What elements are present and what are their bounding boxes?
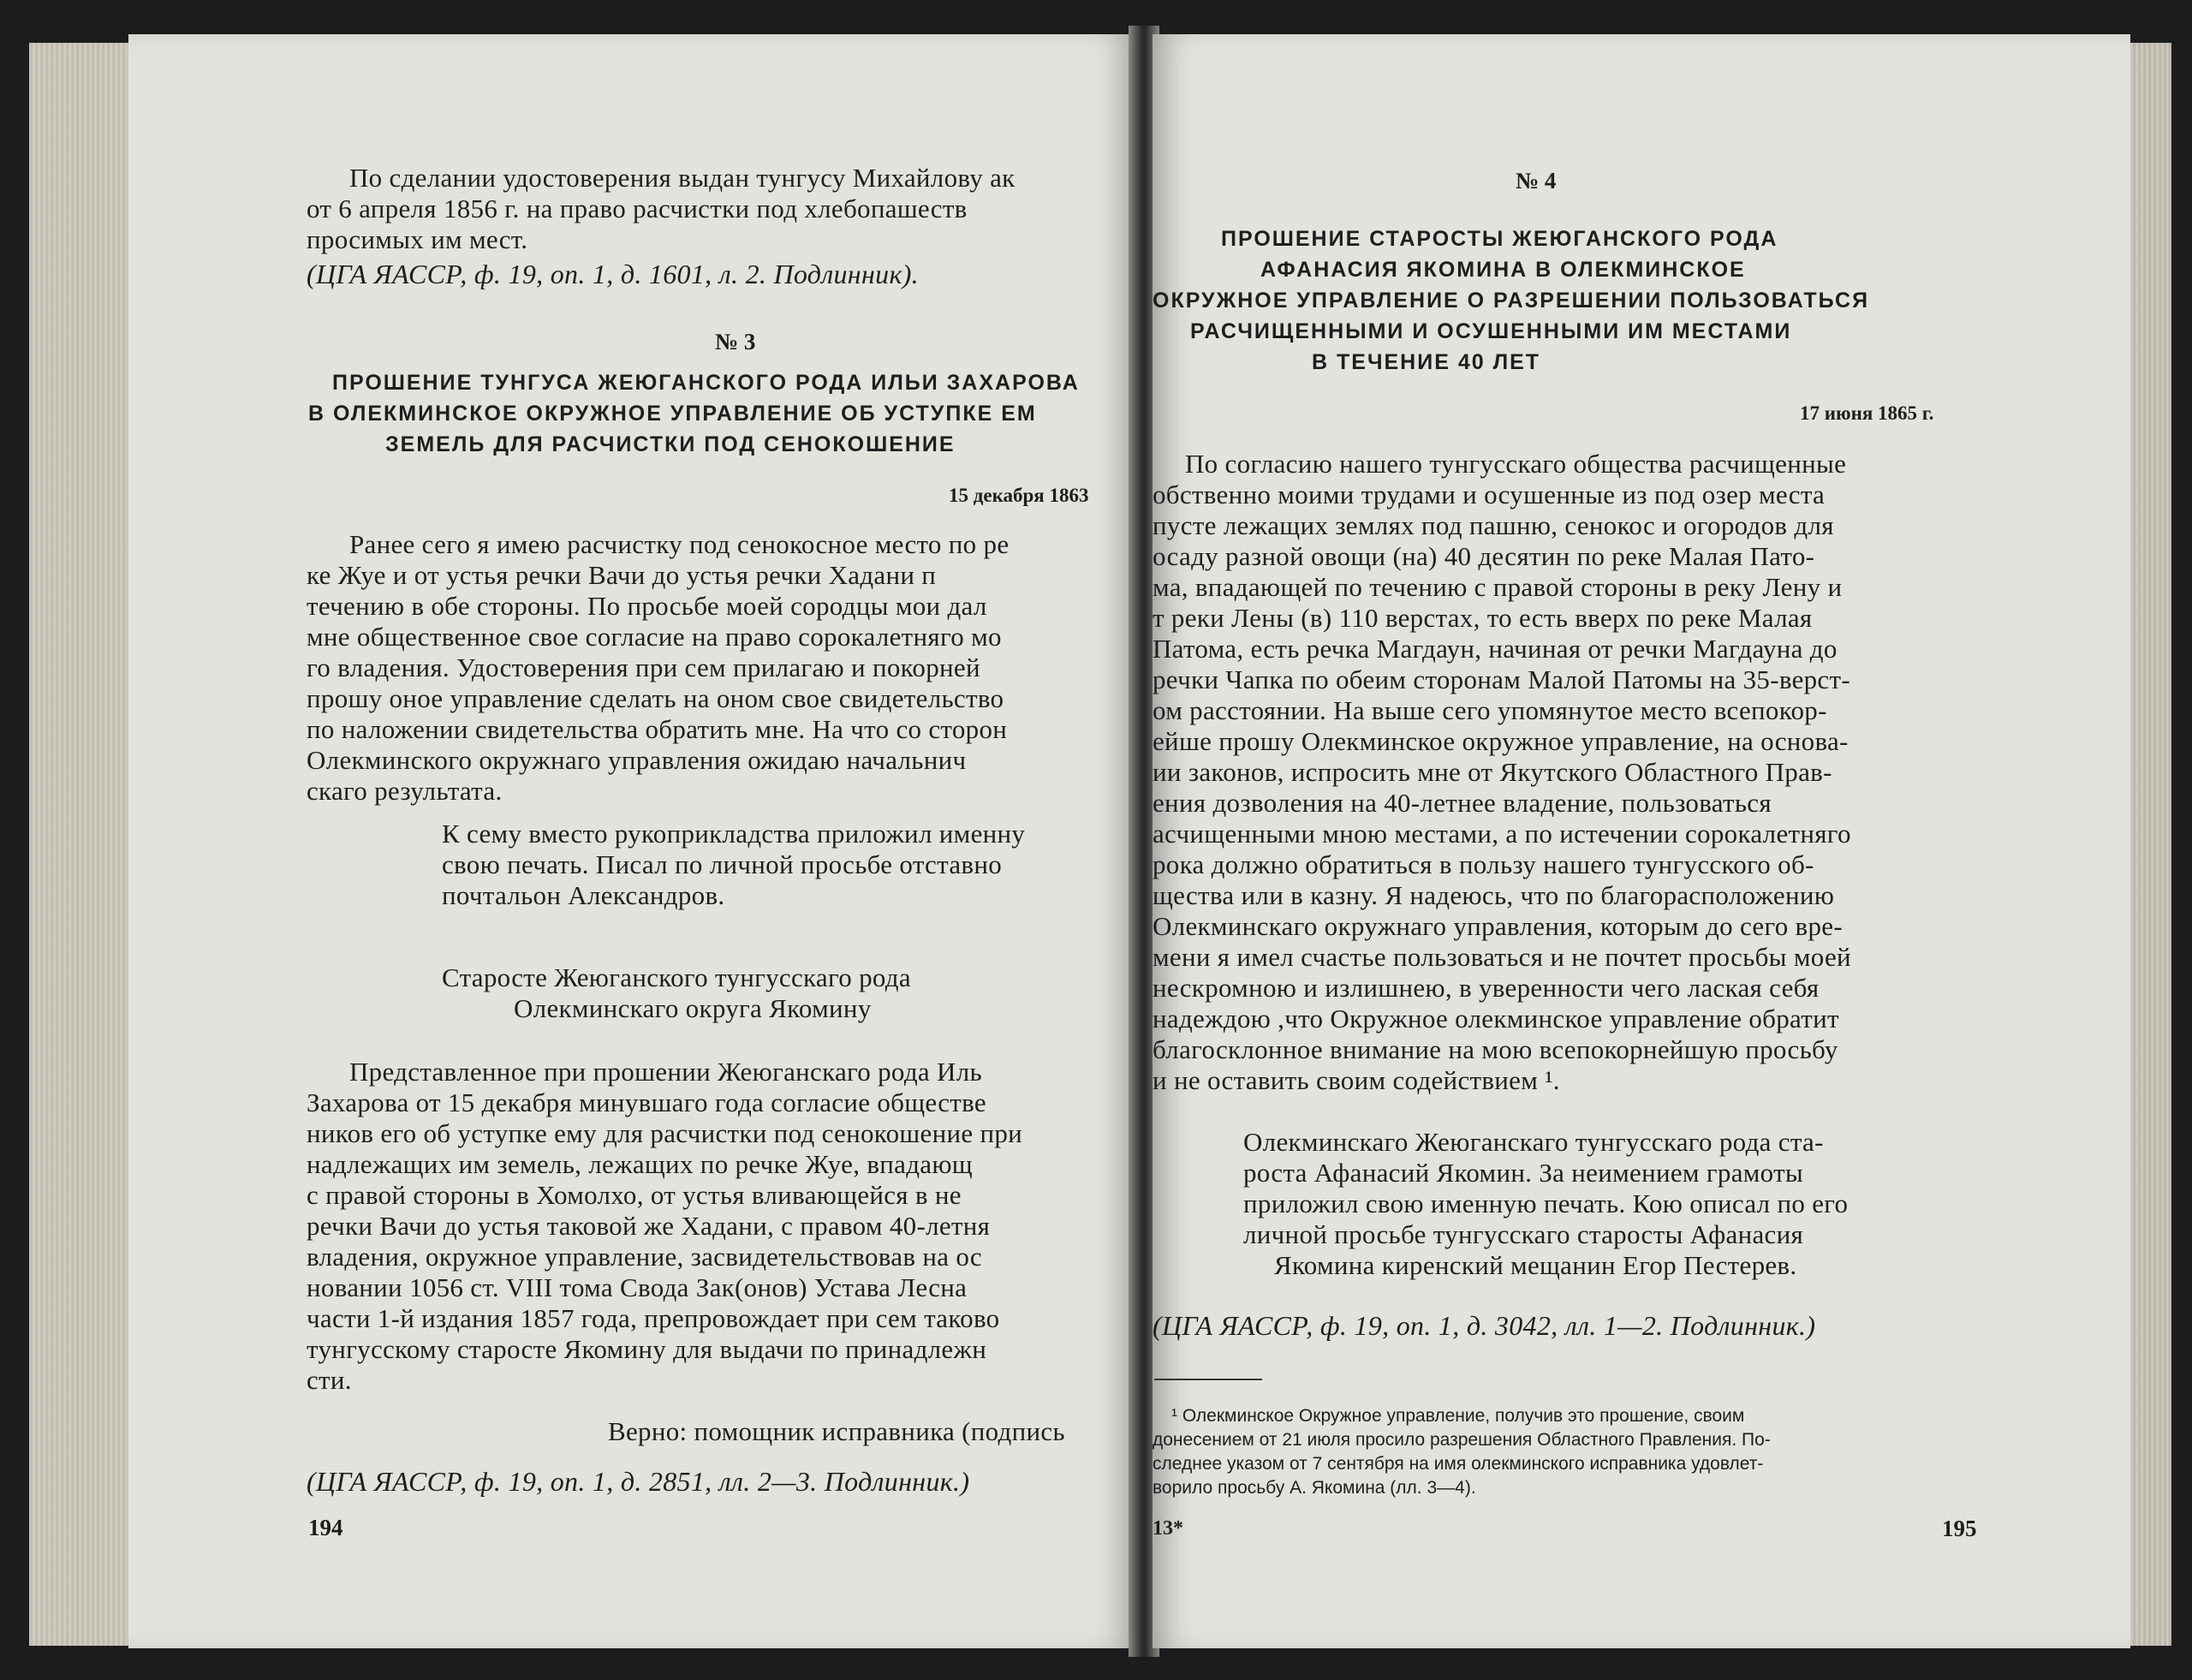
doc4-body-line-14: рока должно обратиться в пользу нашего тунгусского об- [1153, 849, 1814, 879]
doc4-number: № 4 [1516, 168, 1557, 194]
doc3-reply-line-4: надлежащих им земель, лежащих по речке Жуе, впадающ [307, 1149, 973, 1179]
source-citation-2: (ЦГА ЯАССР, ф. 19, оп. 1, д. 2851, лл. 2—3. Подлинник.) [307, 1466, 970, 1497]
page-number-right: 195 [1942, 1516, 1977, 1541]
page-number-left: 194 [308, 1515, 343, 1540]
doc4-body-line-16: Олекминскаго окружнаго управления, которым до сего вре- [1153, 911, 1843, 941]
intro-line-3: просимых им мест. [307, 224, 528, 254]
doc3-reply-line-2: Захарова от 15 декабря минувшаго года согласие обществе [307, 1087, 986, 1117]
doc4-body-line-7: Патома, есть речка Магдаун, начиная от речки Магдауна до [1153, 634, 1838, 664]
signature-mark: 13* [1153, 1517, 1183, 1540]
doc3-reply-line-3: ников его об уступке ему для расчистки под сенокошение при [307, 1118, 1023, 1148]
footnote-line-1: ¹ Олекминское Окружное управление, получив это прошение, своим [1171, 1406, 1745, 1426]
doc3-reply-line-1: Представленное при прошении Жеюганскаго рода Иль [349, 1057, 982, 1087]
doc3-heading-line-1: ПРОШЕНИЕ ТУНГУСА ЖЕЮГАНСКОГО РОДА ИЛЬИ ЗАХАРОВА [332, 371, 1080, 395]
page-edges-left [29, 43, 139, 1646]
doc4-body-line-21: и не оставить своим содействием ¹. [1153, 1065, 1560, 1095]
doc3-reply-line-6: речки Вачи до устья таковой же Хадани, с правом 40-летня [307, 1211, 991, 1241]
doc4-heading-line-4: РАСЧИЩЕННЫМИ И ОСУШЕННЫМИ ИМ МЕСТАМИ [1190, 319, 1792, 343]
doc4-body-line-8: речки Чапка по обеим сторонам Малой Патомы на 35-верст- [1153, 664, 1850, 694]
doc3-body-line-9: скаго результата. [307, 776, 503, 806]
doc3-heading-line-2: В ОЛЕКМИНСКОЕ ОКРУЖНОЕ УПРАВЛЕНИЕ ОБ УСТУПКЕ ЕМ [308, 402, 1037, 426]
doc4-signature-line-4: личной просьбе тунгусскаго старосты Афанасия [1243, 1219, 1804, 1249]
right-page [1153, 34, 2130, 1648]
doc3-reply-line-5: с правой стороны в Хомолхо, от устья вливающейся в не [307, 1180, 962, 1210]
footnote-line-4: ворило просьбу А. Якомина (лл. 3—4). [1153, 1478, 1476, 1498]
doc3-body-line-6: прошу оное управление сделать на оном свое свидетельство [307, 683, 1004, 713]
doc4-body-line-2: обственно моими трудами и осушенные из под озер места [1153, 480, 1826, 509]
doc4-body-line-12: ения дозволения на 40-летнее владение, пользоваться [1153, 788, 1772, 818]
doc4-heading-line-1: ПРОШЕНИЕ СТАРОСТЫ ЖЕЮГАНСКОГО РОДА [1221, 227, 1778, 251]
doc3-body-line-4: мне общественное свое согласие на право сорокалетняго мо [307, 622, 1002, 652]
doc3-signature-line-3: почтальон Александров. [442, 880, 725, 910]
footnote-line-2: донесением от 21 июля просило разрешения Областного Правления. По- [1153, 1430, 1771, 1450]
doc3-signature-line-1: К сему вместо рукоприкладства приложил именну [442, 819, 1026, 849]
doc4-body-line-18: нескромною и излишнею, в уверенности чего лаская себя [1153, 973, 1820, 1003]
left-page [128, 34, 1135, 1648]
doc4-body-line-3: пусте лежащих землях под пашню, сенокос и огородов для [1153, 510, 1834, 540]
doc4-body-line-5: ма, впадающей по течению с правой стороны в реку Лену и [1153, 572, 1843, 602]
doc4-body-line-11: ии законов, испросить мне от Якутского Областного Прав- [1153, 757, 1832, 787]
doc4-body-line-20: благосклонное внимание на мою всепокорнейшую просьбу [1153, 1034, 1838, 1064]
doc3-number: № 3 [715, 329, 756, 354]
doc4-body-line-15: щества или в казну. Я надеюсь, что по благорасположению [1153, 880, 1835, 910]
doc3-address-line-1: Старосте Жеюганского тунгусскаго рода [442, 962, 911, 992]
doc3-body-line-3: течению в обе стороны. По просьбе моей сородцы мои дал [307, 591, 987, 621]
doc4-signature-line-2: роста Афанасий Якомин. За неимением грамоты [1243, 1158, 1804, 1188]
doc4-body-line-17: мени я имел счастье пользоваться и не почтет просьбы моей [1153, 942, 1851, 972]
doc4-date: 17 июня 1865 г. [1800, 402, 1934, 424]
doc4-signature-line-5: Якомина киренский мещанин Егор Пестерев. [1274, 1250, 1797, 1280]
doc4-body-line-10: ейше прошу Олекминское окружное управление, на основа- [1153, 726, 1849, 756]
doc4-body-line-13: асчищенными мною местами, а по истечении сорокалетняго [1153, 819, 1851, 849]
intro-line-2: от 6 апреля 1856 г. на право расчистки под хлебопашеств [307, 194, 968, 223]
doc3-body-line-5: го владения. Удостоверения при сем прилагаю и покорней [307, 652, 980, 682]
doc3-reply-line-9: части 1-й издания 1857 года, препровождает при сем таково [307, 1303, 1000, 1333]
doc3-body-line-1: Ранее сего я имею расчистку под сенокосное место по ре [349, 529, 1010, 559]
doc3-body-line-8: Олекминского окружнаго управления ожидаю начальнич [307, 745, 967, 775]
doc3-reply-line-7: владения, окружное управление, засвидетельствовав на ос [307, 1242, 982, 1272]
intro-line-1: По сделании удостоверения выдан тунгусу Михайлову ак [349, 163, 1016, 193]
doc3-verified: Верно: помощник исправника (подпись [608, 1416, 1065, 1446]
doc4-signature-line-3: приложил свою именную печать. Кою описал по его [1243, 1189, 1849, 1218]
doc3-address-line-2: Олекминскаго округа Якомину [514, 993, 872, 1023]
doc3-heading-line-3: ЗЕМЕЛЬ ДЛЯ РАСЧИСТКИ ПОД СЕНОКОШЕНИЕ [385, 432, 956, 456]
doc3-reply-line-10: тунгусскому старосте Якомину для выдачи по принадлежн [307, 1334, 987, 1364]
footnote-rule [1154, 1379, 1262, 1380]
footnote-line-3: следнее указом от 7 сентября на имя олекминского исправника удовлет- [1153, 1454, 1764, 1474]
source-citation-1: (ЦГА ЯАССР, ф. 19, оп. 1, д. 1601, л. 2. Подлинник). [307, 259, 919, 289]
doc4-heading-line-5: В ТЕЧЕНИЕ 40 ЛЕТ [1312, 350, 1541, 374]
doc4-heading-line-3: ОКРУЖНОЕ УПРАВЛЕНИЕ О РАЗРЕШЕНИИ ПОЛЬЗОВАТЬСЯ [1153, 289, 1870, 313]
source-citation-3: (ЦГА ЯАССР, ф. 19, оп. 1, д. 3042, лл. 1—2. Подлинник.) [1153, 1310, 1816, 1341]
doc4-body-line-6: т реки Лены (в) 110 верстах, то есть вверх по реке Малая [1153, 603, 1813, 633]
doc3-signature-line-2: свою печать. Писал по личной просьбе отставно [442, 849, 1003, 879]
doc3-body-line-2: ке Жуе и от устья речки Вачи до устья речки Хадани п [307, 560, 937, 590]
doc4-body-line-19: надеждою ,что Окружное олекминское управление обратит [1153, 1004, 1839, 1034]
doc4-body-line-4: осаду разной овощи (на) 40 десятин по реке Малая Пато- [1153, 541, 1815, 571]
doc4-signature-line-1: Олекминскаго Жеюганскаго тунгусскаго рода ста- [1243, 1127, 1824, 1157]
doc4-heading-line-2: АФАНАСИЯ ЯКОМИНА В ОЛЕКМИНСКОЕ [1260, 258, 1746, 282]
doc3-date: 15 декабря 1863 [949, 485, 1089, 506]
doc3-reply-line-8: новании 1056 ст. VIII тома Свода Зак(онов) Устава Лесна [307, 1272, 968, 1302]
doc4-body-line-9: ом расстоянии. На выше сего упомянутое место всепокор- [1153, 695, 1827, 725]
doc3-reply-line-11: сти. [307, 1365, 352, 1395]
doc3-body-line-7: по наложении свидетельства обратить мне. На что со сторон [307, 714, 1008, 744]
doc4-body-line-1: По согласию нашего тунгусскаго общества расчищенные [1185, 449, 1847, 479]
